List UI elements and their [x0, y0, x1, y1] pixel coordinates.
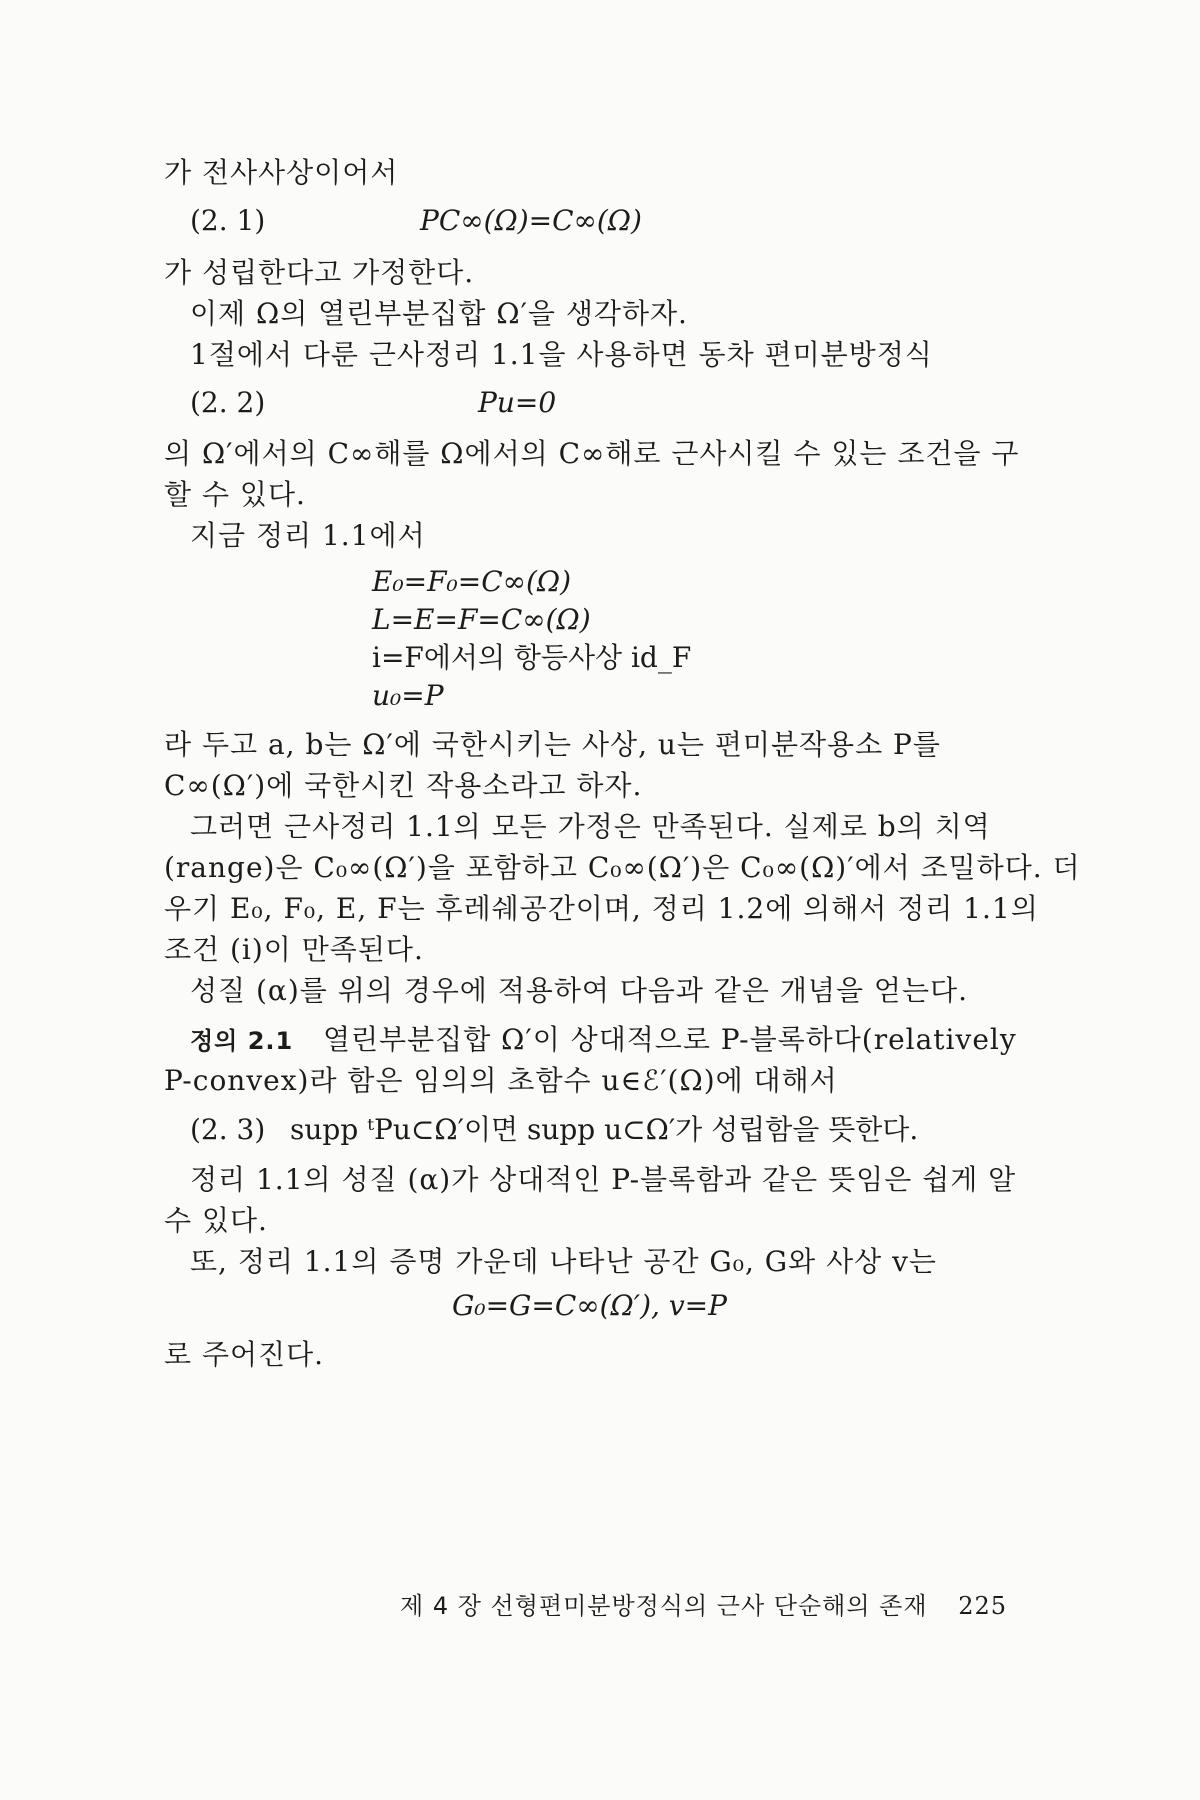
definition-line: E₀=F₀=C∞(Ω)	[372, 565, 572, 598]
text-line: C∞(Ω′)에 국한시킨 작용소라고 하자.	[164, 769, 643, 802]
text-line: P-convex)라 함은 임의의 초함수 u∈ℰ′(Ω)에 대해서	[164, 1064, 838, 1097]
text-line: 가 전사사상이어서	[164, 156, 399, 189]
equation-number: (2. 2)	[190, 386, 266, 419]
text-line: 우기 E₀, F₀, E, F는 후레쉐공간이며, 정리 1.2에 의해서 정리 1.1의	[164, 892, 1039, 925]
text-line: 조건 (i)이 만족된다.	[164, 933, 424, 966]
definition-text: 열린부분집합 Ω′이 상대적으로 P-블록하다(relatively	[322, 1023, 1017, 1056]
definition-2-1	[190, 1022, 1050, 1059]
text-line: 그러면 근사정리 1.1의 모든 가정은 만족된다. 실제로 b의 치역	[190, 810, 991, 843]
equation-number: (2. 3)	[190, 1113, 266, 1146]
text-line: 1절에서 다룬 근사정리 1.1을 사용하면 동차 편미분방정식	[190, 338, 933, 371]
running-head: 제 4 장 선형편미분방정식의 근사 단순해의 존재	[400, 1592, 928, 1620]
text-line: 이제 Ω의 열린부분집합 Ω′을 생각하자.	[190, 297, 688, 330]
text-line: 의 Ω′에서의 C∞해를 Ω에서의 C∞해로 근사시킬 수 있는 조건을 구	[164, 437, 1020, 470]
text-line: 라 두고 a, b는 Ω′에 국한시키는 사상, u는 편미분작용소 P를	[164, 728, 941, 761]
text-line: 수 있다.	[164, 1204, 268, 1237]
definition-line: u₀=P	[372, 679, 444, 712]
equation-number: (2. 1)	[190, 204, 266, 237]
text-line: 정리 1.1의 성질 (α)가 상대적인 P-블록함과 같은 뜻임은 쉽게 알	[190, 1163, 1017, 1196]
equation-2-3: supp ᵗPu⊂Ω′이면 supp u⊂Ω′가 성립함을 뜻한다.	[290, 1113, 919, 1146]
text-line: (range)은 C₀∞(Ω′)을 포함하고 C₀∞(Ω′)은 C₀∞(Ω)′에서 조밀하다. 더	[164, 851, 1081, 884]
equation-2-1: PC∞(Ω)=C∞(Ω)	[420, 204, 642, 237]
text-line: 지금 정리 1.1에서	[190, 519, 426, 552]
definition-heading: 정의 2.1	[190, 1027, 294, 1055]
definition-line: i=F에서의 항등사상 id_F	[372, 641, 692, 674]
text-line: 로 주어진다.	[164, 1338, 325, 1371]
text-line: 할 수 있다.	[164, 478, 306, 511]
equation-spaces: G₀=G=C∞(Ω′), v=P	[452, 1289, 727, 1322]
equation-2-2: Pu=0	[478, 386, 557, 419]
text-line: 가 성립한다고 가정한다.	[164, 256, 475, 289]
text-line: 또, 정리 1.1의 증명 가운데 나타난 공간 G₀, G와 사상 v는	[190, 1245, 937, 1278]
page-number: 225	[958, 1592, 1007, 1620]
text-line: 성질 (α)를 위의 경우에 적용하여 다음과 같은 개념을 얻는다.	[190, 974, 968, 1007]
definition-line: L=E=F=C∞(Ω)	[372, 603, 591, 636]
page-footer	[400, 1590, 1007, 1622]
